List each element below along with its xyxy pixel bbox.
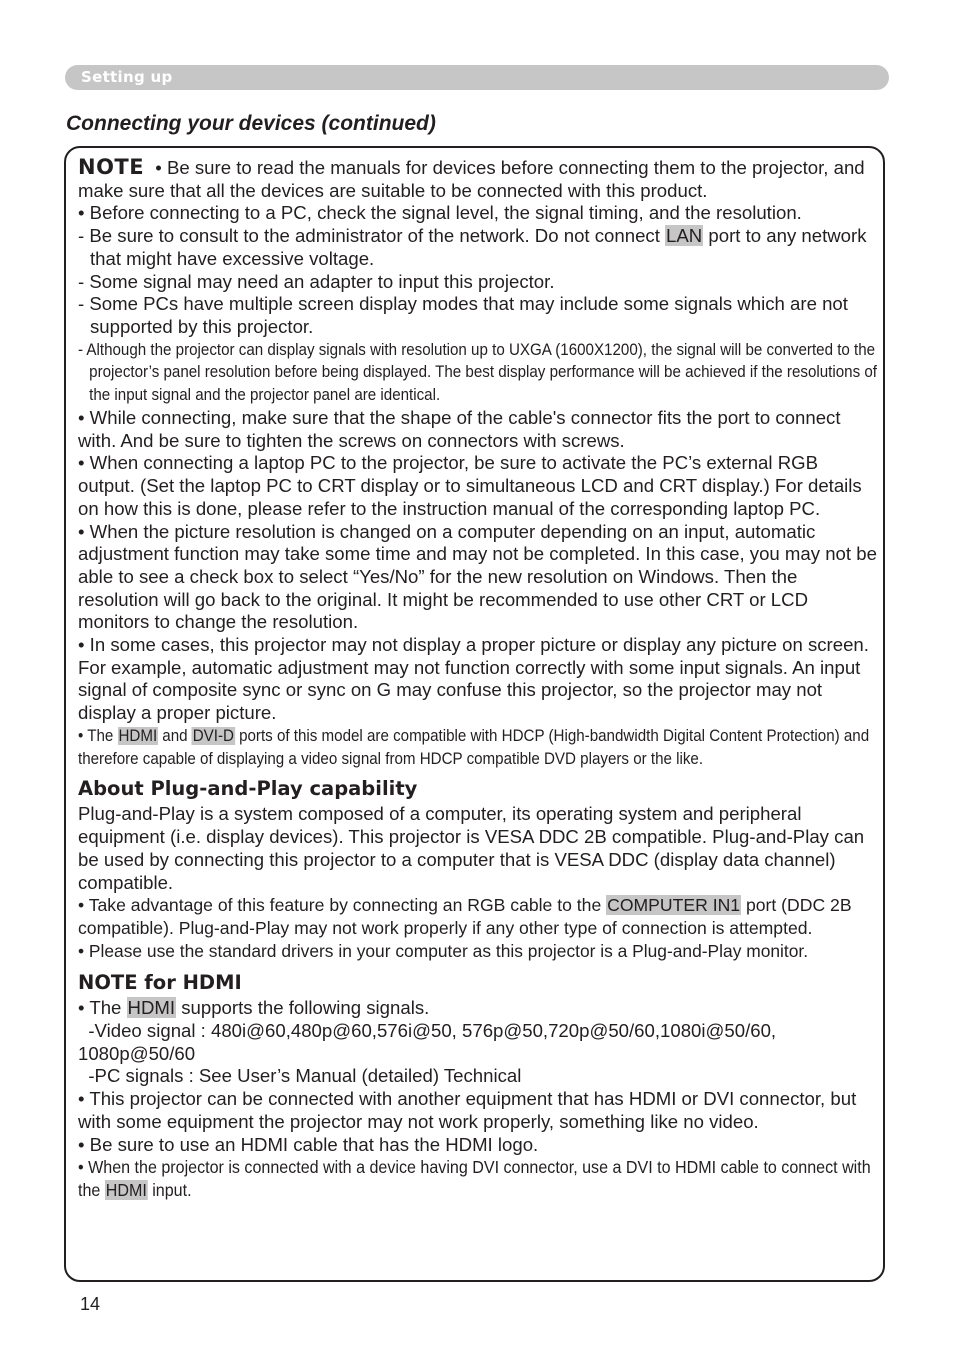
hdmi-paragraph: -Video signal : 480i@60,480p@60,576i@50, 576p@50,720p@50/60,1080i@50/60, 1080p@50/60 (78, 1020, 782, 1064)
hdmi-paragraph: • The HDMI supports the following signals. (78, 997, 430, 1019)
section-title: Connecting your devices (continued) (66, 112, 436, 135)
note-paragraph: • When the picture resolution is changed on a computer depending on an input, automatic adjustment function may take some time and may not be completed. In this case, you may not be able to see a check box to select “Yes/No” for the new resolution on Windows. Then the resolution will go back to the original. It might be recommended to use other CRT or LCD monitors to change the resolution. (78, 520, 877, 633)
note-paragraph: • While connecting, make sure that the shape of the cable's connector fits the port to connect with. And be sure to tighten the screws on connectors with screws. (78, 407, 841, 451)
hdmi-paragraph: • Be sure to use an HDMI cable that has the HDMI logo. (78, 1133, 539, 1155)
lan-port-label: LAN (666, 225, 703, 247)
pnp-paragraph: • Please use the standard drivers in your computer as this projector is a Plug-and-Play monitor. (78, 940, 809, 961)
computer-in1-port-label: COMPUTER IN1 (607, 895, 741, 916)
note-label: NOTE (78, 155, 145, 179)
note-paragraph: NOTE • Be sure to read the manuals for devices before connecting them to the projector, and make sure that all the devices are suitable to be connected with this product. (78, 155, 865, 201)
hdmi-port-label: HDMI (118, 726, 158, 745)
hdmi-paragraph: -PC signals : See User’s Manual (detailed) Technical (78, 1065, 522, 1087)
note-paragraph: • The HDMI and DVI-D ports of this model are compatible with HDCP (High-bandwidth Digital Content Protection) and therefore capable of displaying a video signal from HDCP compatible DVD players or the like. (78, 726, 870, 768)
hdmi-port-label: HDMI (127, 997, 176, 1019)
note-paragraph: • Before connecting to a PC, check the signal level, the signal timing, and the resolution. (78, 202, 802, 224)
page-number: 14 (80, 1294, 101, 1314)
hdmi-heading: NOTE for HDMI (78, 971, 242, 995)
header-bar (65, 65, 889, 90)
note-paragraph: - Be sure to consult to the administrator of the network. Do not connect LAN port to any network that might have excessive voltage. (78, 225, 867, 269)
note-paragraph: - Some PCs have multiple screen display modes that may include some signals which are not supported by this projector. (78, 293, 848, 337)
header-label: Setting up (81, 68, 173, 86)
hdmi-paragraph: • When the projector is connected with a device having DVI connector, use a DVI to HDMI cable to connect with the HDMI input. (78, 1157, 871, 1201)
pnp-paragraph: • Take advantage of this feature by connecting an RGB cable to the COMPUTER IN1 port (DDC 2B compatible). Plug-and-Play may not work properly if any other type of connection is attempted. (78, 895, 852, 938)
dvid-port-label: DVI-D (192, 726, 234, 745)
note-content (78, 156, 878, 1202)
hdmi-paragraph: • This projector can be connected with another equipment that has HDMI or DVI connector, but with some equipment the projector may not work properly, something like no video. (78, 1088, 857, 1132)
pnp-heading: About Plug-and-Play capability (78, 777, 418, 801)
hdmi-port-label: HDMI (105, 1180, 147, 1201)
note-paragraph: • In some cases, this projector may not display a proper picture or display any picture on screen. For example, automatic adjustment may not function correctly with some input signals. An input signal of composite sync or sync on G may confuse this projector, so the projector may not display a proper picture. (78, 634, 869, 724)
pnp-paragraph: Plug-and-Play is a system composed of a computer, its operating system and peripheral equipment (i.e. display devices). This projector is VESA DDC 2B compatible. Plug-and-Play can be used by connecting this projector to a computer that is VESA DDC (display data channel) compatible. (78, 803, 865, 893)
note-paragraph: - Some signal may need an adapter to input this projector. (78, 270, 555, 292)
note-paragraph: - Although the projector can display signals with resolution up to UXGA (1600X1200), the signal will be converted to the projector’s panel resolution before being displayed. The best display performance will be achieved if the resolutions of the input signal and the projector panel are identical. (78, 340, 878, 405)
note-paragraph: • When connecting a laptop PC to the projector, be sure to activate the PC’s external RGB output. (Set the laptop PC to CRT display or to simultaneous LCD and CRT display.) For details on how this is done, please refer to the instruction manual of the corresponding laptop PC. (78, 452, 862, 519)
